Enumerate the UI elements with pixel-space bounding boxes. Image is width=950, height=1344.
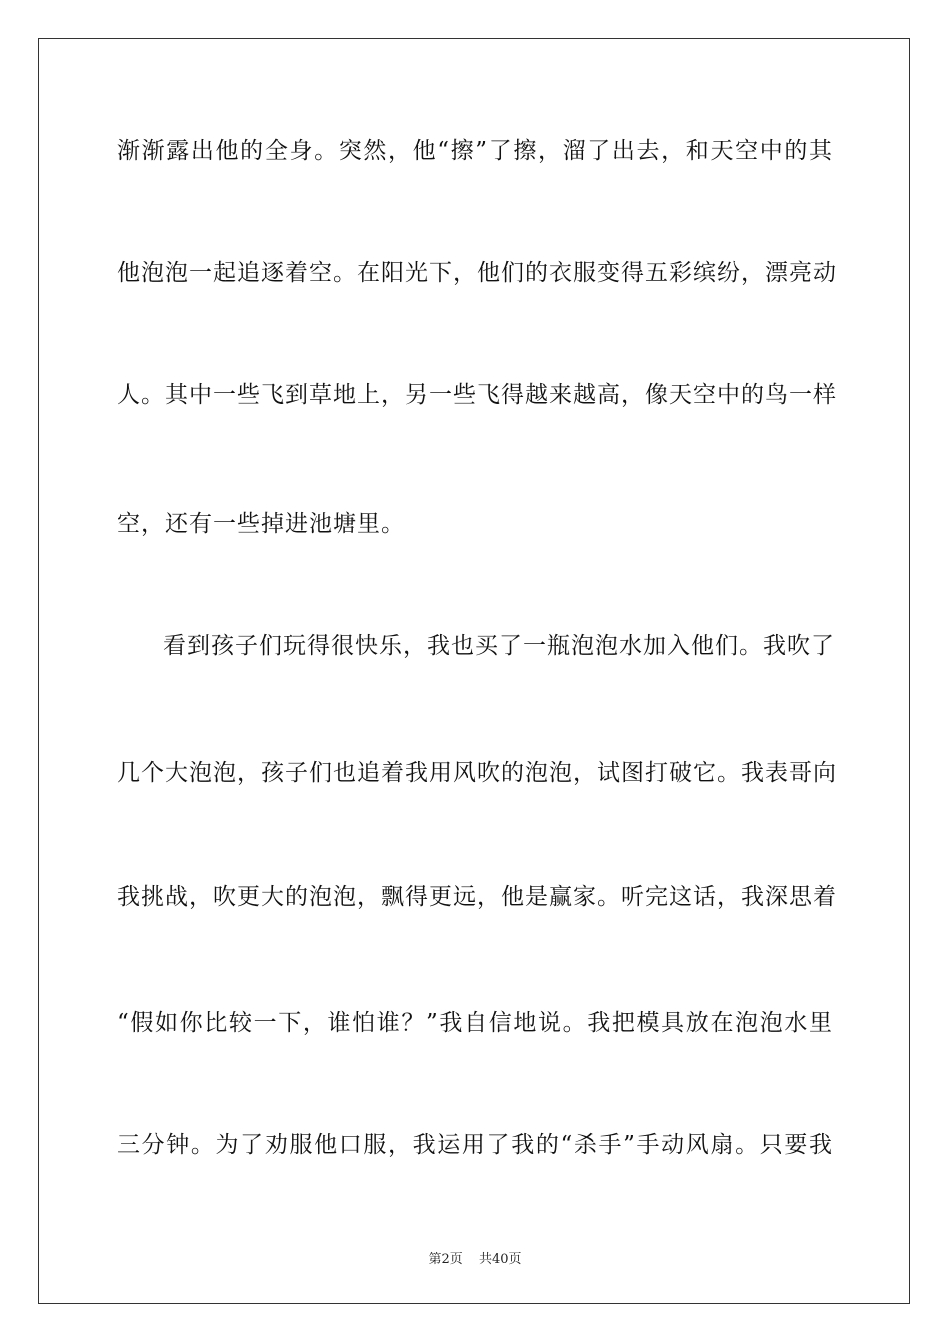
text-line: 看到孩子们玩得很快乐，我也买了一瓶泡泡水加入他们。我吹了 <box>163 633 835 659</box>
page-number: 第2页 <box>428 1252 463 1267</box>
text-line: 三分钟。为了劝服他口服，我运用了我的“杀手”手动风扇。只要我 <box>117 1132 833 1158</box>
text-line: 我挑战，吹更大的泡泡，飘得更远，他是赢家。听完这话，我深思着 <box>117 884 837 910</box>
text-line: 人。其中一些飞到草地上，另一些飞得越来越高，像天空中的鸟一样 <box>117 382 837 408</box>
text-line: 他泡泡一起追逐着空。在阳光下，他们的衣服变得五彩缤纷，漂亮动 <box>117 260 837 286</box>
page-border <box>38 38 910 1304</box>
text-line: 几个大泡泡，孩子们也追着我用风吹的泡泡，试图打破它。我表哥向 <box>117 760 837 786</box>
text-line: 渐渐露出他的全身。突然，他“擦”了擦，溜了出去，和天空中的其 <box>117 138 833 164</box>
page-total: 共40页 <box>478 1252 522 1267</box>
text-line: 空，还有一些掉进池塘里。 <box>117 511 405 537</box>
page-footer <box>0 1248 950 1267</box>
text-line: “假如你比较一下，谁怕谁？”我自信地说。我把模具放在泡泡水里 <box>117 1010 833 1036</box>
